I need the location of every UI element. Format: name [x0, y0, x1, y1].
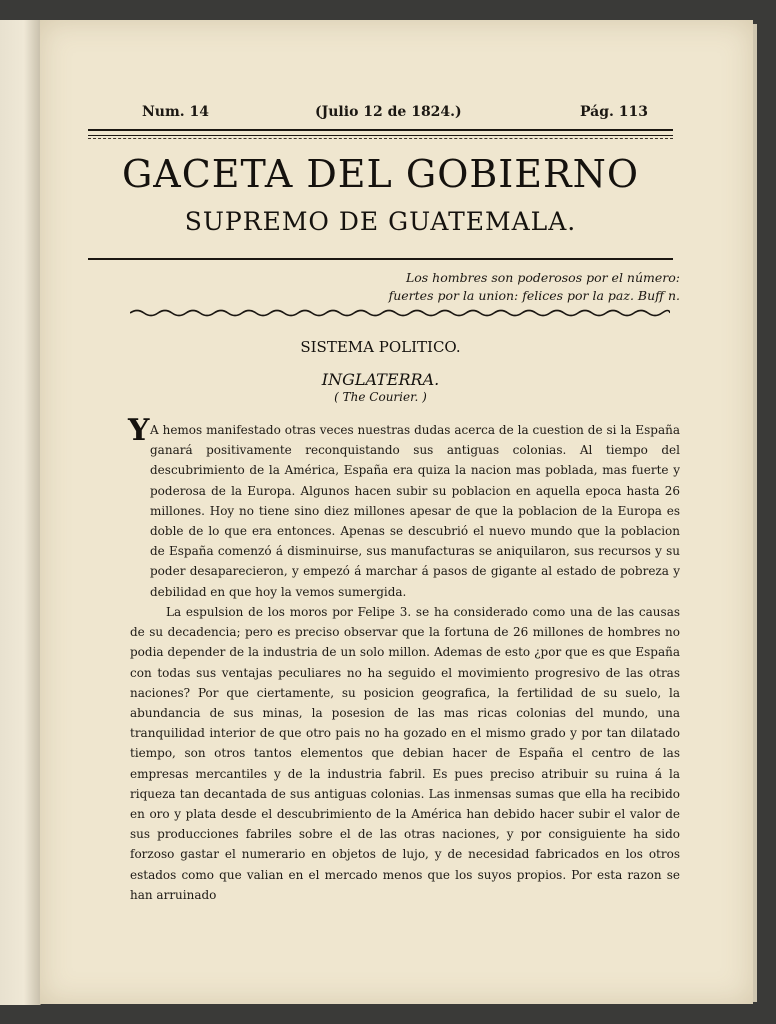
source-attribution: ( The Courier. )	[334, 390, 427, 404]
masthead-subtitle: SUPREMO DE GUATEMALA.	[184, 207, 577, 236]
article-paragraph-2: La espulsion de los moros por Felipe 3. se ha considerado como una de las causas de su decadencia; pero es preciso observar que la fortuna de 26 millones de hombres no podia depender de la industria de un solo millon. Ademas de esto ¿por que es que España con todas sus ventajas peculiares no ha seguido el movimiento progresivo de las otras naciones? Por que ciertamente, su posicion geografica, la fertilidad de su suelo, la abundancia de sus minas, la posesion de las mas ricas colonias del mundo, una tranquilidad interior de que otro pais no ha gozado en el mismo grado y por tan dilatado tiempo, son otros tantos elementos que debian hacer de España el centro de las empresas mercantiles y de la industria fabril. Es pues preciso atribuir su ruina á la riqueza tan decantada de sus antiguas colonias. Las inmensas sumas que ella ha recibido en oro y plata desde el descubrimiento de la América han debido hacer subir el valor de sus producciones fabriles sobre el de las otras naciones, y por consiguiente ha sido forzoso gastar el numerario en objetos de lujo, y de necesidad fabricados en los otros estados como que valian en el mercado menos que los suyos propios. Por esta razon se han arruinado	[130, 605, 680, 902]
drop-cap: Y	[128, 413, 150, 448]
issue-date: (Julio 12 de 1824.)	[315, 104, 462, 120]
header-rule-dashed	[88, 138, 673, 142]
masthead-rule	[88, 258, 673, 263]
header-rule-top	[88, 129, 673, 136]
issue-number: Num. 14	[142, 104, 210, 120]
motto-line-1: Los hombres son poderosos por el número:	[405, 270, 680, 285]
page-edge-shadow	[753, 24, 757, 1002]
wavy-divider	[130, 308, 670, 318]
country-heading: INGLATERRA.	[321, 370, 440, 389]
page-number: Pág. 113	[580, 104, 648, 120]
article-paragraph-1: A hemos manifestado otras veces nuestras dudas acerca de la cuestion de si la España ganará positivamente reconquistando sus antiguas colonias. Al tiempo del descubrimiento de la América, España era quiza la nacion mas poblada, mas fuerte y poderosa de la Europa. Algunos hacen subir su poblacion en aquella epoca hasta 26 millones. Hoy no tiene sino diez millones apesar de que la poblacion de la Europa es doble de lo que era entonces. Apenas se descubrió el nuevo mundo que la poblacion de España comenzó á disminuirse, sus manufacturas se aniquilaron, sus recursos y su poder desaparecieron, y empezó á marchar á pasos de gigante al estado de pobreza y debilidad en que hoy la vemos sumergida.	[150, 423, 680, 599]
motto-line-2: fuertes por la union: felices por la paz. Buff n.	[388, 288, 680, 303]
section-heading: SISTEMA POLITICO.	[300, 338, 461, 356]
adjacent-page-edge	[0, 20, 41, 1005]
issue-header	[90, 96, 680, 126]
masthead-title: GACETA DEL GOBIERNO	[121, 152, 640, 196]
